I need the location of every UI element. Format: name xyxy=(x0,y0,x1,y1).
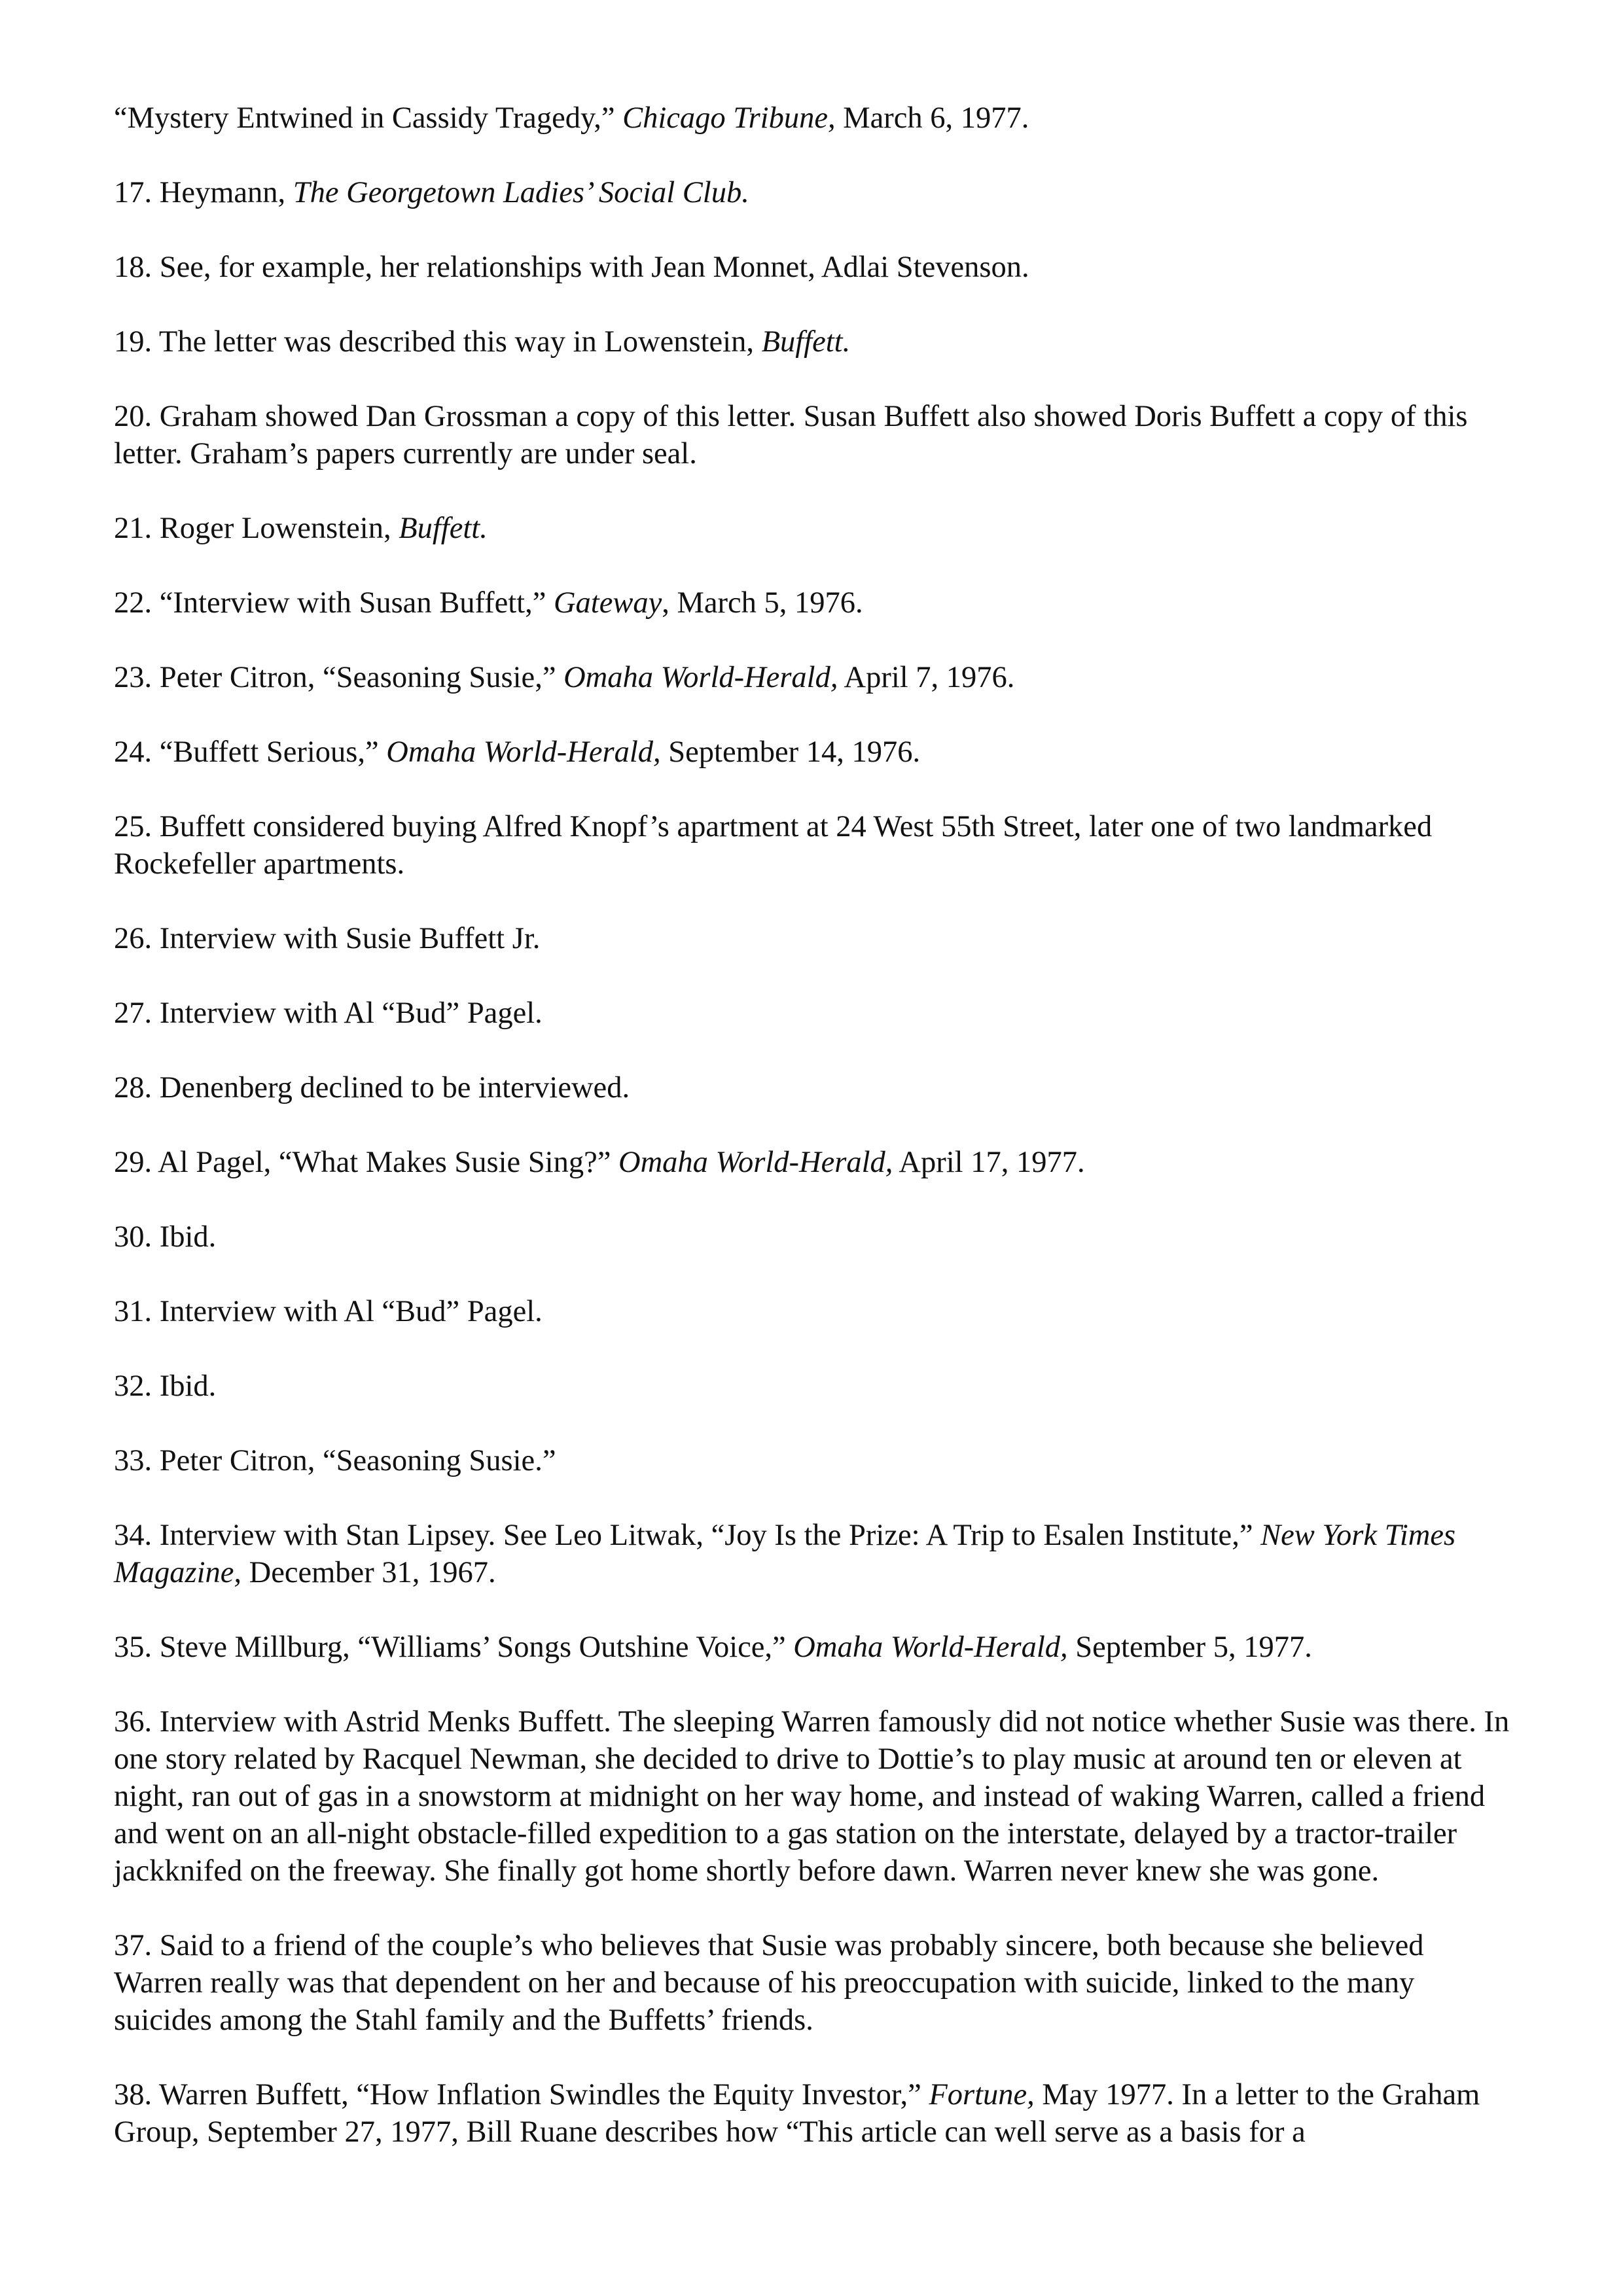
endnote xyxy=(114,659,1514,696)
endnote xyxy=(114,99,1514,137)
endnote xyxy=(114,1927,1514,2039)
endnote xyxy=(114,1368,1514,1405)
endnote-text: September 5, 1977. xyxy=(1067,1631,1312,1664)
endnote-italic-text: The Georgetown Ladies’ Social Club. xyxy=(293,176,749,209)
endnote-text: 25. Buffett considered buying Alfred Knopf’s apartment at 24 West 55th Street, later one of two landmarked Rockefeller apartments. xyxy=(114,810,1433,881)
endnote xyxy=(114,1517,1514,1591)
endnote xyxy=(114,1703,1514,1890)
endnote-text: “Mystery Entwined in Cassidy Tragedy,” xyxy=(114,101,623,135)
endnote-text: 17. Heymann, xyxy=(114,176,293,209)
endnote xyxy=(114,2076,1514,2151)
endnote xyxy=(114,1218,1514,1256)
endnote-italic-text: Chicago Tribune, xyxy=(622,101,836,135)
endnote-italic-text: Fortune, xyxy=(929,2078,1035,2111)
notes-list xyxy=(114,99,1514,2151)
endnote-text: 37. Said to a friend of the couple’s who believes that Susie was probably sincere, both because she believed Warren really was that dependent on her and because of his preoccupation with suicide, linked to the many suicides among the Stahl family and the Buffetts’ friends. xyxy=(114,1929,1424,2037)
endnote-text: December 31, 1967. xyxy=(241,1556,496,1589)
endnote xyxy=(114,174,1514,211)
endnote-text: 31. Interview with Al “Bud” Pagel. xyxy=(114,1295,543,1328)
endnote xyxy=(114,584,1514,622)
endnote-text: April 7, 1976. xyxy=(838,661,1015,694)
endnote-text: 24. “Buffett Serious,” xyxy=(114,735,387,769)
endnote xyxy=(114,398,1514,472)
endnote-text: 36. Interview with Astrid Menks Buffett. The sleeping Warren famously did not notice whether Susie was there. In one story related by Racquel Newman, she decided to drive to Dottie’s to play music at around ten or eleven at night, ran out of gas in a snowstorm at midnight on her way home, and instead of waking Warren, called a friend and went on an all-night obstacle-filled expedition to a gas station on the interstate, delayed by a tractor-trailer jackknifed on the freeway. She finally got home shortly before dawn. Warren never knew she was gone. xyxy=(114,1705,1510,1888)
endnote-text: 30. Ibid. xyxy=(114,1220,217,1254)
endnote-italic-text: Omaha World-Herald, xyxy=(793,1631,1068,1664)
endnote-text: 19. The letter was described this way in Lowenstein, xyxy=(114,325,762,359)
endnote-text: 33. Peter Citron, “Seasoning Susie.” xyxy=(114,1444,556,1477)
endnote-italic-text: Buffett. xyxy=(761,325,851,359)
endnote-text: 22. “Interview with Susan Buffett,” xyxy=(114,586,554,620)
endnote-text: 26. Interview with Susie Buffett Jr. xyxy=(114,922,541,955)
endnote-text: 38. Warren Buffett, “How Inflation Swindles the Equity Investor,” xyxy=(114,2078,929,2111)
endnote-text: 32. Ibid. xyxy=(114,1369,217,1403)
endnote-text: May 1977. In a letter to the Graham Group, September 27, 1977, Bill Ruane describes how “This article can well serve as a basis for a xyxy=(114,2078,1480,2149)
endnote-text: September 14, 1976. xyxy=(660,735,921,769)
endnote xyxy=(114,1144,1514,1181)
endnote-text: 27. Interview with Al “Bud” Pagel. xyxy=(114,997,543,1030)
endnote-text: 20. Graham showed Dan Grossman a copy of this letter. Susan Buffett also showed Doris Buffett a copy of this letter. Graham’s papers currently are under seal. xyxy=(114,400,1468,470)
endnote-italic-text: Omaha World-Herald, xyxy=(618,1146,893,1179)
endnote xyxy=(114,249,1514,286)
endnote-text: 35. Steve Millburg, “Williams’ Songs Outshine Voice,” xyxy=(114,1631,794,1664)
endnote xyxy=(114,1629,1514,1666)
endnote xyxy=(114,323,1514,361)
endnote xyxy=(114,1069,1514,1106)
endnote-text: April 17, 1977. xyxy=(893,1146,1085,1179)
endnote-italic-text: New York Times Magazine, xyxy=(114,1519,1456,1589)
endnote-italic-text: Gateway xyxy=(553,586,662,620)
notes-page xyxy=(114,99,1514,2188)
endnote xyxy=(114,1293,1514,1330)
endnote xyxy=(114,733,1514,771)
endnote xyxy=(114,920,1514,957)
endnote-text: , March 5, 1976. xyxy=(662,586,863,620)
endnote-italic-text: Omaha World-Herald, xyxy=(386,735,661,769)
endnote-text: 21. Roger Lowenstein, xyxy=(114,512,399,545)
endnote-italic-text: Buffett. xyxy=(399,512,488,545)
endnote-text: 28. Denenberg declined to be interviewed. xyxy=(114,1071,630,1104)
endnote xyxy=(114,808,1514,883)
endnote xyxy=(114,995,1514,1032)
endnote-text: 34. Interview with Stan Lipsey. See Leo Litwak, “Joy Is the Prize: A Trip to Esalen Institute,” xyxy=(114,1519,1261,1552)
endnote-italic-text: Omaha World-Herald, xyxy=(563,661,838,694)
endnote-text: 18. See, for example, her relationships with Jean Monnet, Adlai Stevenson. xyxy=(114,251,1029,284)
endnote-text: 23. Peter Citron, “Seasoning Susie,” xyxy=(114,661,564,694)
endnote-text: March 6, 1977. xyxy=(835,101,1029,135)
endnote-text: 29. Al Pagel, “What Makes Susie Sing?” xyxy=(114,1146,618,1179)
endnote xyxy=(114,510,1514,547)
endnote xyxy=(114,1442,1514,1479)
